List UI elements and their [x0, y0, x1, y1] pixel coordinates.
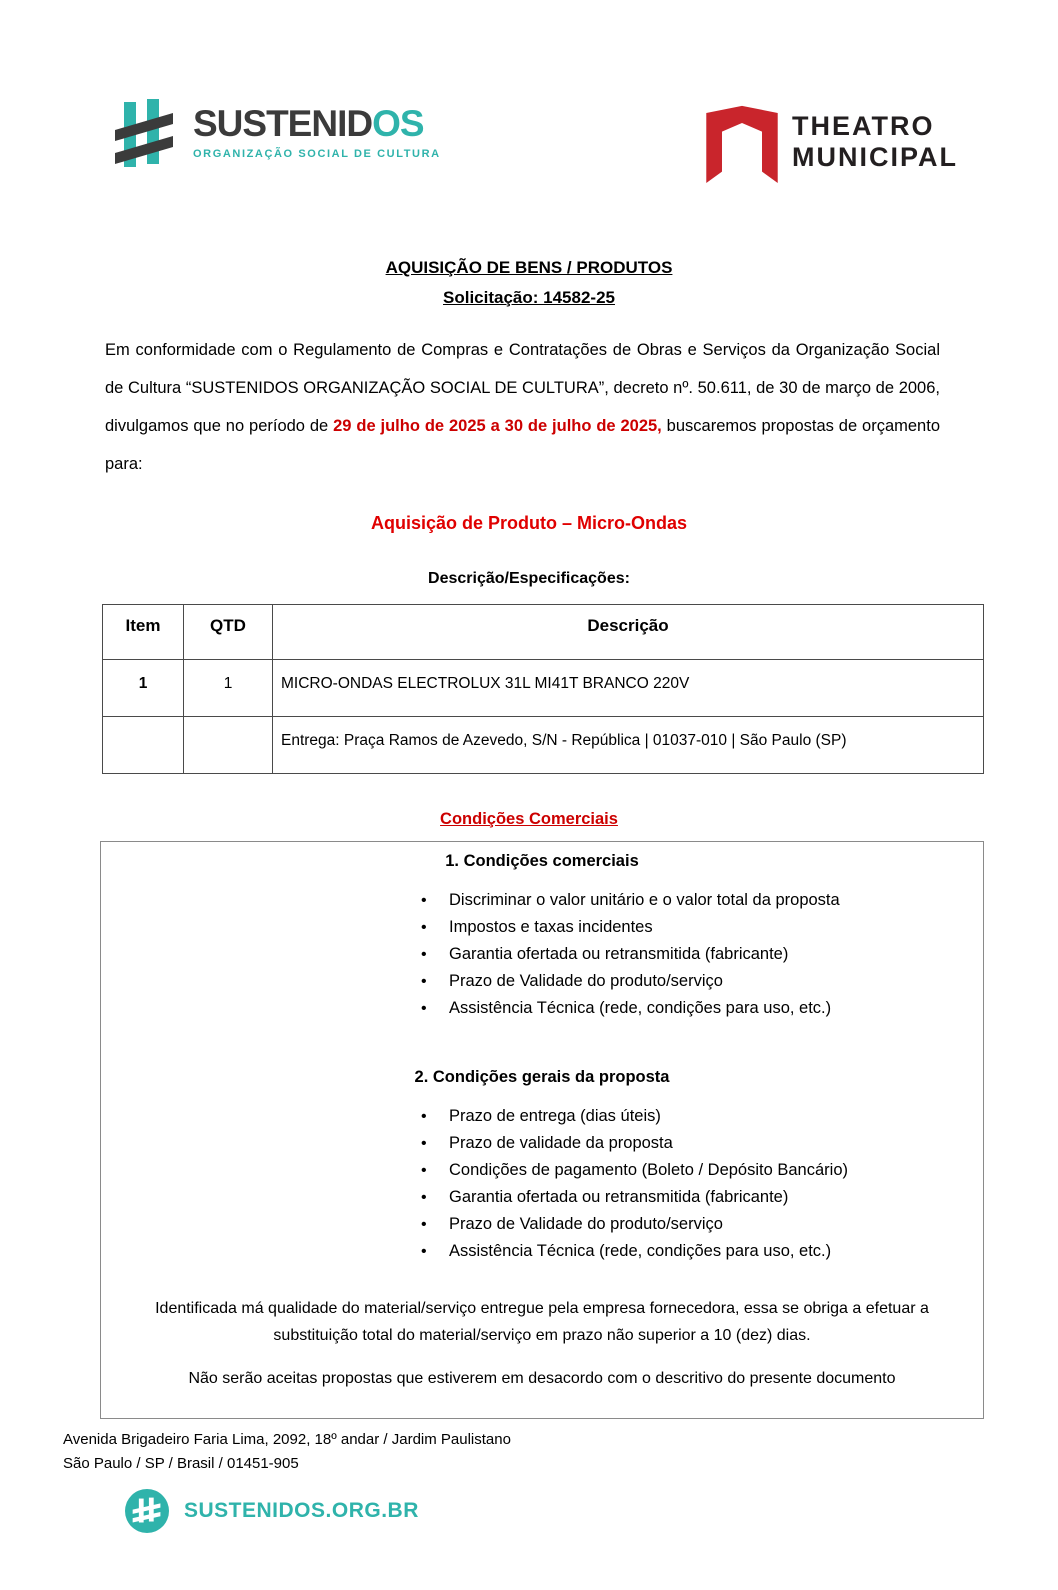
theatro-wordmark [792, 103, 958, 173]
list-item: • Prazo de validade da proposta [419, 1130, 983, 1157]
intro-part1: Em conformidade com o Regulamento de Compras e Contratações de Obras e Serviços da Organização Social de Cultura “SUSTENIDOS ORGANIZAÇÃO SOCIAL DE CULTURA”, decreto nº. 50.611, de 30 de março de 2006, divulgamos que no período de [105, 341, 940, 435]
document-title [0, 253, 1058, 313]
intro-paragraph [105, 331, 940, 483]
header-qtd: QTD [184, 605, 273, 660]
list-item: • Assistência Técnica (rede, condições para uso, etc.) [419, 995, 983, 1022]
title-line1: AQUISIÇÃO DE BENS / PRODUTOS [385, 258, 673, 277]
intro-period-dates: 29 de julho de 2025 a 30 de julho de 2025, [333, 417, 662, 435]
document-page [0, 93, 1058, 1590]
header [115, 93, 958, 183]
footer-site-text: SUSTENIDOS.ORG.BR [184, 1499, 419, 1522]
theatro-line2: MUNICIPAL [792, 142, 958, 172]
list-item: • Garantia ofertada ou retransmitida (fabricante) [419, 1184, 983, 1211]
address-line1: Avenida Brigadeiro Faria Lima, 2092, 18º andar / Jardim Paulistano [63, 1431, 511, 1448]
conditions-heading: Condições Comerciais [440, 810, 618, 828]
sustenidos-logo [115, 93, 441, 175]
footer-address [63, 1428, 1058, 1476]
section2-title: 2. Condições gerais da proposta [414, 1068, 670, 1086]
sustenidos-tagline: ORGANIZAÇÃO SOCIAL DE CULTURA [193, 148, 441, 160]
cell-qtd [184, 717, 273, 774]
rejection-note: Não serão aceitas propostas que estiverem em desacordo com o descritivo do presente documento [188, 1370, 896, 1387]
theatro-municipal-logo [706, 103, 958, 183]
cell-qtd: 1 [184, 660, 273, 717]
spec-table [102, 604, 984, 774]
table-row [103, 660, 984, 717]
list-item: • Prazo de entrega (dias úteis) [419, 1103, 983, 1130]
section2-list [419, 1103, 983, 1265]
list-item: • Condições de pagamento (Boleto / Depósito Bancário) [419, 1157, 983, 1184]
spec-heading: Descrição/Especificações: [428, 570, 630, 587]
header-item: Item [103, 605, 184, 660]
list-item: • Garantia ofertada ou retransmitida (fabricante) [419, 941, 983, 968]
sustenidos-name-dark: SUSTENID [193, 103, 373, 144]
title-line2: Solicitação: 14582-25 [443, 288, 615, 307]
quality-note: Identificada má qualidade do material/serviço entregue pela empresa fornecedora, essa se obriga a efetuar a substituição total do material/serviço em prazo não superior a 10 (dez) dias. [155, 1300, 929, 1344]
table-header-row [103, 605, 984, 660]
intro-part2: buscaremos propostas de orçamento para: [105, 417, 940, 473]
table-row [103, 717, 984, 774]
cell-entrega: Entrega: Praça Ramos de Azevedo, S/N - República | 01037-010 | São Paulo (SP) [273, 717, 984, 774]
sustenidos-name-accent: OS [372, 103, 424, 144]
address-line2: São Paulo / SP / Brasil / 01451-905 [63, 1455, 299, 1472]
footer-logo [125, 1489, 1058, 1533]
list-item: • Assistência Técnica (rede, condições para uso, etc.) [419, 1238, 983, 1265]
cell-descricao: MICRO-ONDAS ELECTROLUX 31L MI41T BRANCO 220V [273, 660, 984, 717]
list-item: • Prazo de Validade do produto/serviço [419, 968, 983, 995]
section1-list [419, 887, 983, 1022]
section1-title: 1. Condições comerciais [445, 852, 639, 870]
list-item: • Impostos e taxas incidentes [419, 914, 983, 941]
arch-icon [706, 103, 778, 183]
list-item: • Prazo de Validade do produto/serviço [419, 1211, 983, 1238]
cell-item [103, 717, 184, 774]
conditions-box [100, 841, 984, 1419]
sustenidos-name [193, 105, 441, 142]
product-heading: Aquisição de Produto – Micro-Ondas [370, 513, 688, 533]
sustenidos-wordmark [193, 93, 441, 160]
cell-item: 1 [103, 660, 184, 717]
list-item: • Discriminar o valor unitário e o valor total da proposta [419, 887, 983, 914]
header-descricao: Descrição [273, 605, 984, 660]
theatro-line1: THEATRO [792, 111, 935, 141]
hash-circle-icon [125, 1489, 169, 1533]
hash-icon [115, 93, 179, 175]
